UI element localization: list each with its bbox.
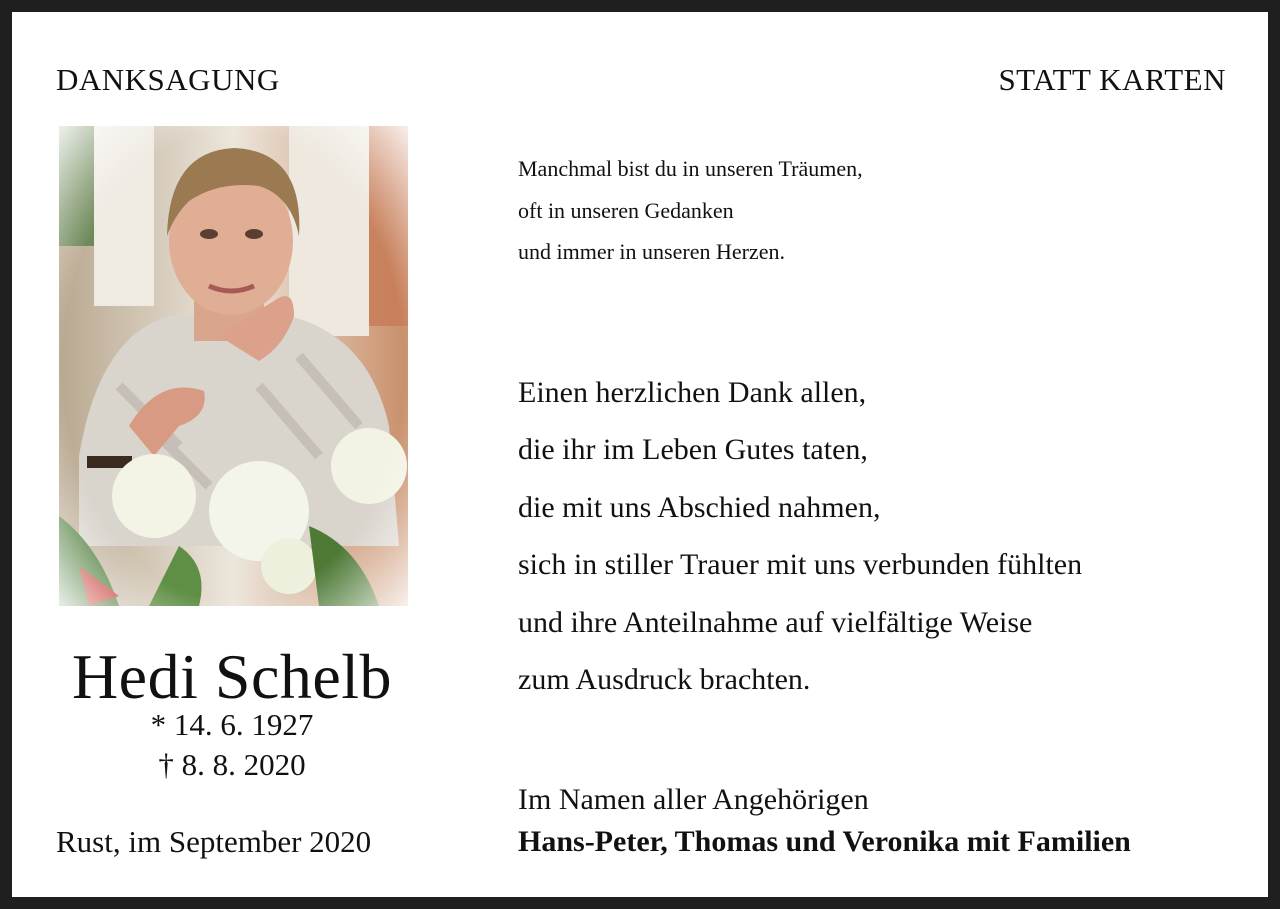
portrait-photo <box>59 126 408 606</box>
obituary-card <box>12 12 1268 897</box>
thanks-line: und ihre Anteilnahme auf vielfältige Weise <box>518 606 1033 639</box>
poem-line: oft in unseren Gedanken <box>518 198 734 223</box>
deceased-name: Hedi Schelb <box>71 641 393 712</box>
poem-line: Manchmal bist du in unseren Träumen, <box>518 156 863 181</box>
death-date: † 8. 8. 2020 <box>158 747 306 782</box>
thanks-line: zum Ausdruck brachten. <box>518 663 811 696</box>
thanks-line: die mit uns Abschied nahmen, <box>518 491 881 524</box>
birth-date: * 14. 6. 1927 <box>150 707 314 742</box>
signature-names: Hans-Peter, Thomas und Veronika mit Familien <box>518 825 1131 858</box>
heading-danksagung: DANKSAGUNG <box>56 62 280 97</box>
place-date: Rust, im September 2020 <box>56 824 372 859</box>
signature-intro: Im Namen aller Angehörigen <box>518 783 869 816</box>
heading-statt-karten: STATT KARTEN <box>998 62 1226 97</box>
thanks-line: die ihr im Leben Gutes taten, <box>518 433 868 466</box>
thanks-line: sich in stiller Trauer mit uns verbunden fühlten <box>518 548 1083 581</box>
thanks-line: Einen herzlichen Dank allen, <box>518 376 867 409</box>
poem-line: und immer in unseren Herzen. <box>518 239 785 264</box>
